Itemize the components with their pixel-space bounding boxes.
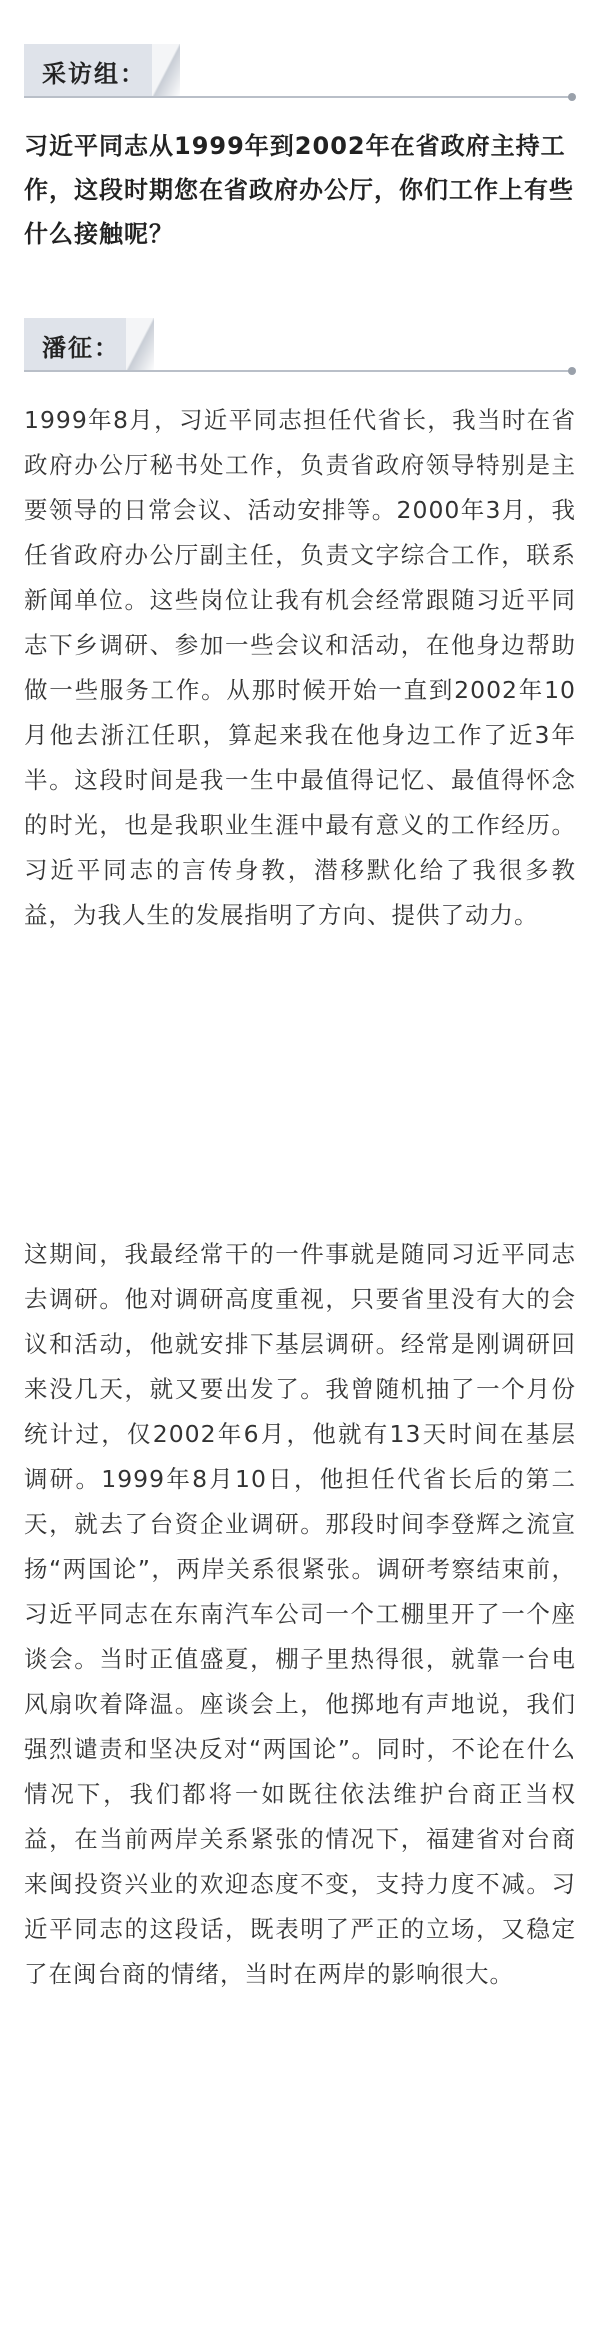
label-fold-decoration — [152, 44, 180, 98]
label-divider-line — [24, 370, 570, 372]
label-divider-dot — [568, 367, 576, 375]
interviewer-label-block — [24, 44, 576, 98]
speaker-label: 潘征： — [24, 318, 134, 372]
label-fold-decoration — [126, 318, 154, 372]
label-divider-line — [24, 96, 570, 98]
interviewer-label: 采访组： — [24, 44, 160, 98]
speaker-label-block — [24, 318, 576, 372]
interview-question: 习近平同志从1999年到2002年在省政府主持工作，这段时期您在省政府办公厅，你们工作上有些什么接触呢？ — [24, 132, 574, 248]
answer-paragraph-2: 这期间，我最经常干的一件事就是随同习近平同志去调研。他对调研高度重视，只要省里没有大的会议和活动，他就安排下基层调研。经常是刚调研回来没几天，就又要出发了。我曾随机抽了一个月份统计过，仅2002年6月，他就有13天时间在基层调研。1999年8月10日，他担任代省长后的第二天，就去了台资企业调研。那段时间李登辉之流宣扬“两国论”，两岸关系很紧张。调研考察结束前，习近平同志在东南汽车公司一个工棚里开了一个座谈会。当时正值盛夏，棚子里热得很，就靠一台电风扇吹着降温。座谈会上，他掷地有声地说，我们强烈谴责和坚决反对“两国论”。同时，不论在什么情况下，我们都将一如既往依法维护台商正当权益，在当前两岸关系紧张的情况下，福建省对台商来闽投资兴业的欢迎态度不变，支持力度不减。习近平同志的这段话，既表明了严正的立场，又稳定了在闽台商的情绪，当时在两岸的影响很大。 — [24, 1240, 576, 1988]
label-divider-dot — [568, 93, 576, 101]
answer-paragraph-1: 1999年8月，习近平同志担任代省长，我当时在省政府办公厅秘书处工作，负责省政府领导特别是主要领导的日常会议、活动安排等。2000年3月，我任省政府办公厅副主任，负责文字综合工作，联系新闻单位。这些岗位让我有机会经常跟随习近平同志下乡调研、参加一些会议和活动，在他身边帮助做一些服务工作。从那时候开始一直到2002年10月他去浙江任职，算起来我在他身边工作了近3年半。这段时间是我一生中最值得记忆、最值得怀念的时光，也是我职业生涯中最有意义的工作经历。习近平同志的言传身教，潜移默化给了我很多教益，为我人生的发展指明了方向、提供了动力。 — [24, 406, 576, 929]
